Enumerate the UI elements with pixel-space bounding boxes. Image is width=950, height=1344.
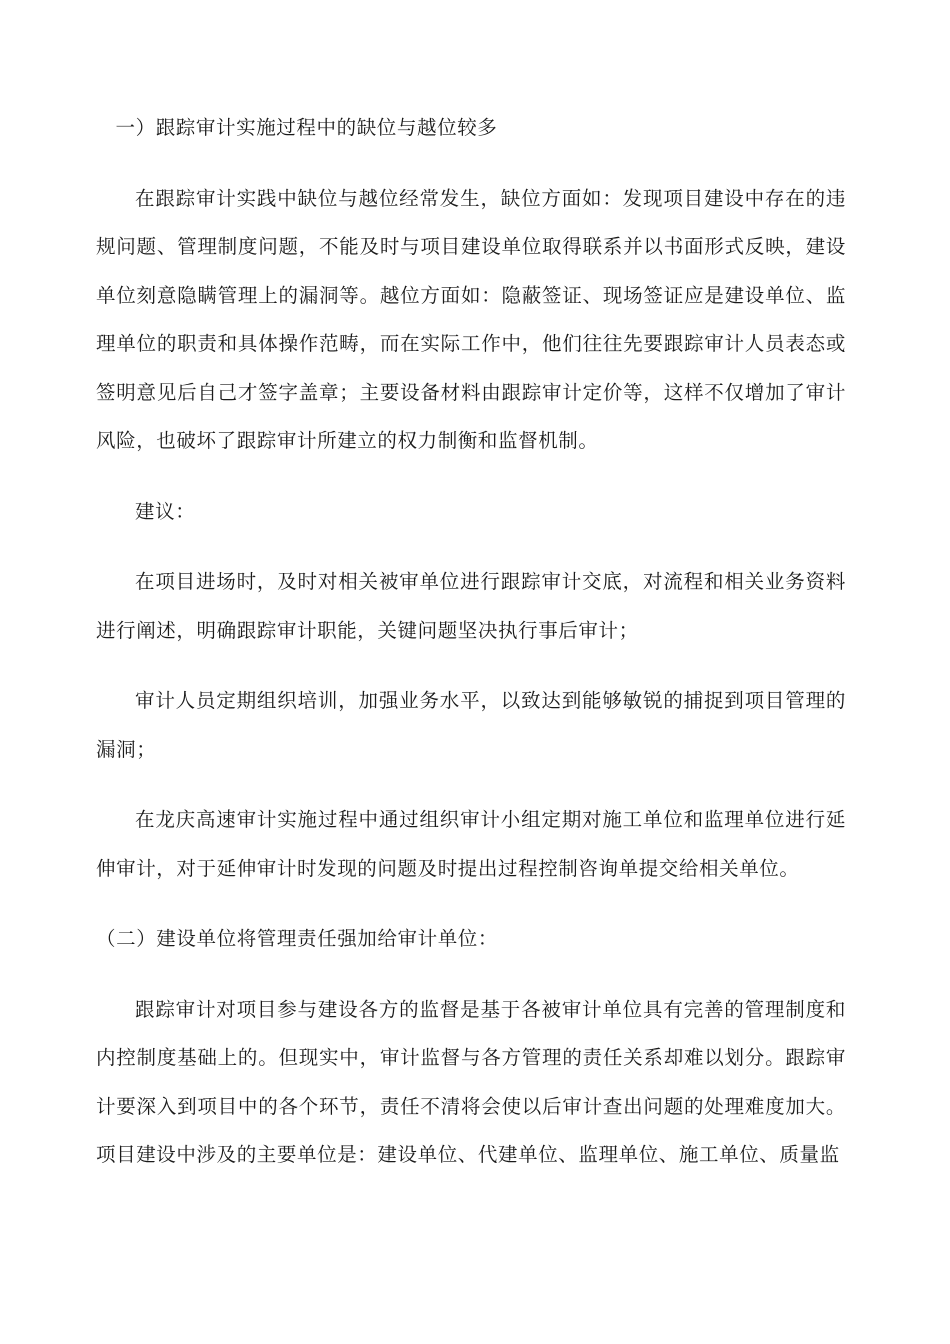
paragraph-1: 在跟踪审计实践中缺位与越位经常发生，缺位方面如：发现项目建设中存在的违规问题、管理制度问题，不能及时与项目建设单位取得联系并以书面形式反映，建设单位刻意隐瞒管理上的漏洞等。越位方面如：隐蔽签证、现场签证应是建设单位、监理单位的职责和具体操作范畴，而在实际工作中，他们往往先要跟踪审计人员表态或签明意见后自己才签字盖章；主要设备材料由跟踪审计定价等，这样不仅增加了审计风险，也破坏了跟踪审计所建立的权力制衡和监督机制。 xyxy=(96,186,846,452)
paragraph-4: 审计人员定期组织培训，加强业务水平，以致达到能够敏锐的捕捉到项目管理的漏洞； xyxy=(96,689,846,761)
paragraph-2: 建议： xyxy=(135,499,196,523)
document-body xyxy=(96,104,846,1202)
paragraph-6: 跟踪审计对项目参与建设各方的监督是基于各被审计单位具有完善的管理制度和内控制度基础上的。但现实中，审计监督与各方管理的责任关系却难以划分。跟踪审计要深入到项目中的各个环节，责任不清将会使以后审计查出问题的处理难度加大。项目建设中涉及的主要单位是：建设单位、代建单位、监理单位、施工单位、质量监 xyxy=(96,997,846,1166)
section-heading-2: （二）建设单位将管理责任强加给审计单位： xyxy=(96,927,499,950)
paragraph-3: 在项目进场时，及时对相关被审单位进行跟踪审计交底，对流程和相关业务资料进行阐述，明确跟踪审计职能，关键问题坚决执行事后审计； xyxy=(96,570,846,642)
section-heading-1: 一）跟踪审计实施过程中的缺位与越位较多 xyxy=(115,116,498,139)
paragraph-5: 在龙庆高速审计实施过程中通过组织审计小组定期对施工单位和监理单位进行延伸审计，对于延伸审计时发现的问题及时提出过程控制咨询单提交给相关单位。 xyxy=(96,808,846,880)
